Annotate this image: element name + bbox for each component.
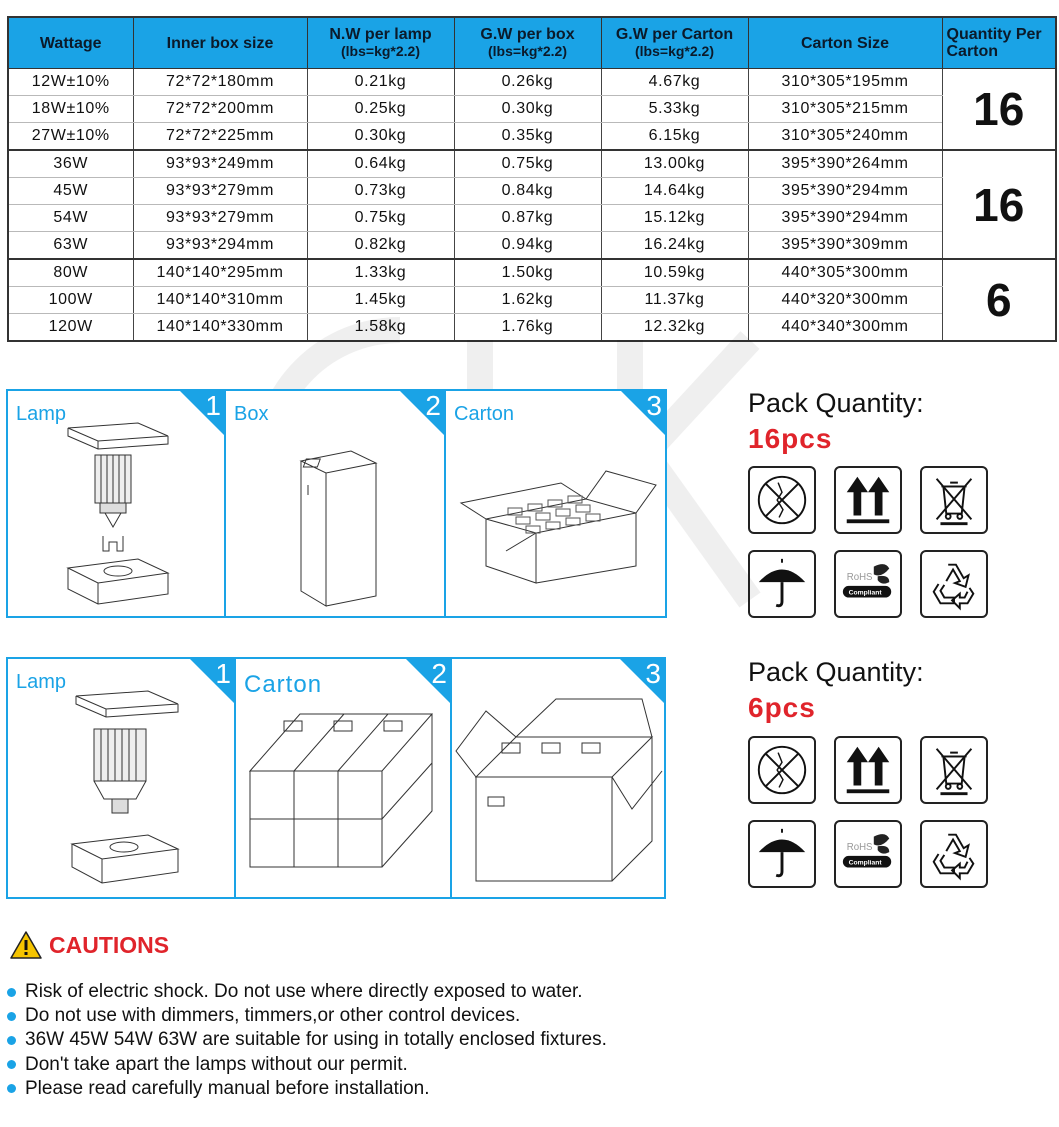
cell-nw-per-lamp: 0.82kg	[307, 232, 454, 260]
bullet-icon	[7, 988, 16, 997]
pack-16-diagram	[6, 389, 667, 618]
cell-gw-per-carton: 6.15kg	[601, 123, 748, 151]
panel-number: 3	[645, 658, 661, 689]
header-quantity-per-carton: Quantity Per Carton	[942, 17, 1056, 69]
cell-gw-per-carton: 5.33kg	[601, 96, 748, 123]
header-wattage: Wattage	[8, 17, 133, 69]
cell-gw-per-box: 0.30kg	[454, 96, 601, 123]
cell-wattage: 18W±10%	[8, 96, 133, 123]
weee-bin-icon	[920, 736, 988, 804]
cell-carton-size: 395*390*294mm	[748, 178, 942, 205]
table-row	[8, 123, 1056, 151]
panel-number: 1	[205, 390, 221, 421]
cell-inner-box-size: 72*72*180mm	[133, 69, 307, 96]
weee-bin-icon	[920, 466, 988, 534]
bullet-icon	[7, 1012, 16, 1021]
cell-carton-size: 440*340*300mm	[748, 314, 942, 342]
cautions-title: CAUTIONS	[49, 931, 170, 958]
table-header-row	[8, 17, 1056, 69]
pack16-panel-carton	[446, 389, 667, 618]
cell-inner-box-size: 72*72*200mm	[133, 96, 307, 123]
caution-item	[7, 980, 607, 1004]
pack-quantity-title: Pack Quantity:	[748, 657, 924, 687]
handling-symbols-16	[748, 466, 990, 618]
pack-quantity-16	[748, 388, 924, 455]
recycle-icon	[920, 820, 988, 888]
caution-item	[7, 1053, 607, 1077]
cell-carton-size: 395*390*264mm	[748, 150, 942, 178]
cell-inner-box-size: 140*140*310mm	[133, 287, 307, 314]
cell-wattage: 54W	[8, 205, 133, 232]
pack6-panel-lamp	[6, 657, 236, 899]
table-row	[8, 259, 1056, 287]
cell-gw-per-box: 0.94kg	[454, 232, 601, 260]
caution-item	[7, 1004, 607, 1028]
cell-gw-per-carton: 4.67kg	[601, 69, 748, 96]
panel-label-carton: Carton	[454, 403, 515, 425]
header-carton-size: Carton Size	[748, 17, 942, 69]
cell-gw-per-box: 1.76kg	[454, 314, 601, 342]
this-way-up-icon	[834, 736, 902, 804]
pack-quantity-count: 16pcs	[748, 423, 833, 454]
cell-nw-per-lamp: 0.25kg	[307, 96, 454, 123]
this-way-up-icon	[834, 466, 902, 534]
pack-quantity-title: Pack Quantity:	[748, 388, 924, 418]
panel-number: 2	[425, 390, 441, 421]
keep-dry-icon	[748, 820, 816, 888]
cell-quantity-per-carton: 16	[942, 150, 1056, 259]
cell-gw-per-box: 0.26kg	[454, 69, 601, 96]
header-inner-box-size: Inner box size	[133, 17, 307, 69]
cell-inner-box-size: 140*140*295mm	[133, 259, 307, 287]
cell-gw-per-carton: 11.37kg	[601, 287, 748, 314]
compliant-badge-text: Compliant	[848, 589, 882, 597]
cell-inner-box-size: 93*93*279mm	[133, 205, 307, 232]
table-row	[8, 150, 1056, 178]
cell-carton-size: 440*320*300mm	[748, 287, 942, 314]
cell-carton-size: 395*390*309mm	[748, 232, 942, 260]
pack-quantity-count: 6pcs	[748, 692, 816, 723]
cell-wattage: 100W	[8, 287, 133, 314]
cell-gw-per-carton: 14.64kg	[601, 178, 748, 205]
pack16-panel-box	[226, 389, 446, 618]
cell-carton-size: 310*305*215mm	[748, 96, 942, 123]
cell-nw-per-lamp: 1.58kg	[307, 314, 454, 342]
recycle-icon	[920, 550, 988, 618]
panel-number: 3	[646, 390, 662, 421]
cell-gw-per-carton: 16.24kg	[601, 232, 748, 260]
bullet-icon	[7, 1084, 16, 1093]
caution-item	[7, 1077, 607, 1101]
cell-nw-per-lamp: 1.45kg	[307, 287, 454, 314]
cell-wattage: 27W±10%	[8, 123, 133, 151]
cautions-list	[7, 980, 607, 1101]
cautions-heading	[9, 930, 169, 960]
rohs-logo-text: RoHS	[846, 842, 873, 854]
cell-gw-per-carton: 10.59kg	[601, 259, 748, 287]
compliant-badge-text: Compliant	[848, 859, 882, 867]
cell-gw-per-carton: 12.32kg	[601, 314, 748, 342]
rohs-compliant-icon	[834, 820, 902, 888]
packing-spec-table	[7, 16, 1057, 342]
panel-label-box: Box	[234, 403, 269, 425]
cell-quantity-per-carton: 6	[942, 259, 1056, 341]
rohs-logo-text: RoHS	[846, 572, 873, 584]
cell-gw-per-box: 1.50kg	[454, 259, 601, 287]
panel-label-lamp: Lamp	[16, 671, 67, 693]
cell-nw-per-lamp: 0.30kg	[307, 123, 454, 151]
table-row	[8, 96, 1056, 123]
panel-label-carton: Carton	[244, 671, 323, 698]
cell-wattage: 80W	[8, 259, 133, 287]
cell-inner-box-size: 72*72*225mm	[133, 123, 307, 151]
cell-gw-per-box: 0.84kg	[454, 178, 601, 205]
fragile-icon	[748, 736, 816, 804]
bullet-icon	[7, 1036, 16, 1045]
cell-gw-per-carton: 13.00kg	[601, 150, 748, 178]
cell-nw-per-lamp: 1.33kg	[307, 259, 454, 287]
cell-nw-per-lamp: 0.75kg	[307, 205, 454, 232]
cell-wattage: 120W	[8, 314, 133, 342]
cell-nw-per-lamp: 0.73kg	[307, 178, 454, 205]
caution-text: Risk of electric shock. Do not use where directly exposed to water.	[25, 981, 583, 1002]
cell-nw-per-lamp: 0.21kg	[307, 69, 454, 96]
panel-number: 1	[215, 658, 231, 689]
bullet-icon	[7, 1060, 16, 1069]
table-row	[8, 69, 1056, 96]
keep-dry-icon	[748, 550, 816, 618]
caution-text: Don't take apart the lamps without our permit.	[25, 1053, 408, 1075]
cell-carton-size: 395*390*294mm	[748, 205, 942, 232]
cell-inner-box-size: 140*140*330mm	[133, 314, 307, 342]
pack-6-diagram	[6, 657, 666, 899]
cell-carton-size: 310*305*195mm	[748, 69, 942, 96]
rohs-compliant-icon	[834, 550, 902, 618]
caution-text: Do not use with dimmers, timmers,or other control devices.	[25, 1005, 521, 1027]
handling-symbols-6	[748, 736, 990, 888]
table-row	[8, 205, 1056, 232]
cell-gw-per-carton: 15.12kg	[601, 205, 748, 232]
cell-wattage: 45W	[8, 178, 133, 205]
header-nw-per-lamp: N.W per lamp (lbs=kg*2.2)	[307, 17, 454, 69]
pack16-panel-lamp	[6, 389, 226, 618]
cell-gw-per-box: 0.35kg	[454, 123, 601, 151]
table-row	[8, 232, 1056, 260]
pack6-panel-carton	[236, 657, 452, 899]
cell-quantity-per-carton: 16	[942, 69, 1056, 151]
cell-inner-box-size: 93*93*279mm	[133, 178, 307, 205]
fragile-icon	[748, 466, 816, 534]
cell-carton-size: 310*305*240mm	[748, 123, 942, 151]
cell-carton-size: 440*305*300mm	[748, 259, 942, 287]
header-gw-per-box: G.W per box (lbs=kg*2.2)	[454, 17, 601, 69]
caution-item	[7, 1028, 607, 1052]
cell-gw-per-box: 1.62kg	[454, 287, 601, 314]
cell-inner-box-size: 93*93*294mm	[133, 232, 307, 260]
warning-icon	[9, 930, 43, 960]
pack6-panel-open-carton	[452, 657, 666, 899]
cell-gw-per-box: 0.75kg	[454, 150, 601, 178]
panel-label-lamp: Lamp	[16, 403, 67, 425]
cell-inner-box-size: 93*93*249mm	[133, 150, 307, 178]
caution-text: Please read carefully manual before installation.	[25, 1077, 430, 1099]
cell-nw-per-lamp: 0.64kg	[307, 150, 454, 178]
table-row	[8, 178, 1056, 205]
cell-wattage: 36W	[8, 150, 133, 178]
caution-text: 36W 45W 54W 63W are suitable for using in totally enclosed fixtures.	[25, 1029, 607, 1051]
header-gw-per-carton: G.W per Carton (lbs=kg*2.2)	[601, 17, 748, 69]
pack-quantity-6	[748, 657, 924, 724]
cell-wattage: 63W	[8, 232, 133, 260]
panel-number: 2	[431, 658, 447, 689]
cell-wattage: 12W±10%	[8, 69, 133, 96]
cell-gw-per-box: 0.87kg	[454, 205, 601, 232]
